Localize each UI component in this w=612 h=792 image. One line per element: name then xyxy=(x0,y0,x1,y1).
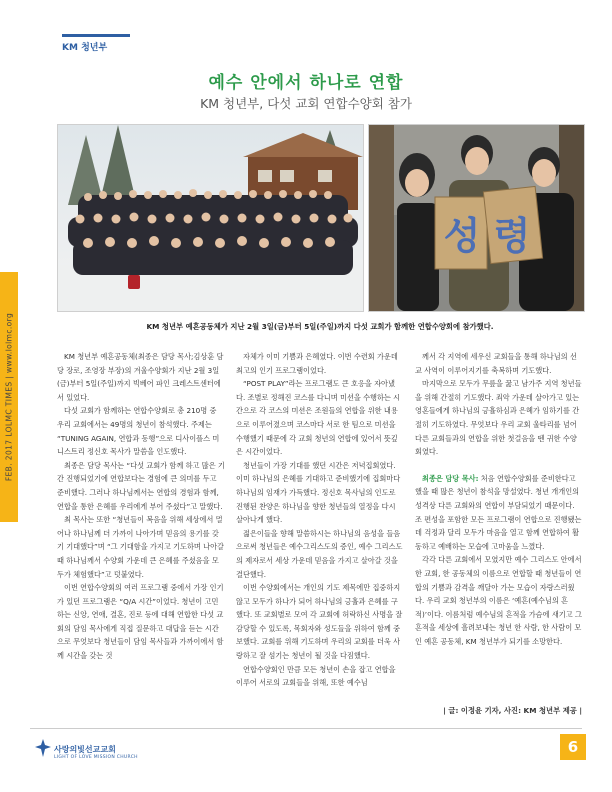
interview-label: 최종은 담당 목사: xyxy=(422,473,479,483)
group-photo xyxy=(57,124,364,312)
paragraph: 각각 다른 교회에서 모였지만 예수 그리스도 안에서 한 교회, 한 공동체의 이름으로 연합할 때 청년들이 연합의 기쁨과 감격을 깨달아 가는 모습이 자랑스러웠다. 우리 교회 청년부의 이름은 ‘예흔(예수님의 흔적)’이다. 이름처럼 예수님의 흔적을 가슴에 새기고 그 흔적을 세상에 흘려보내는 청년 한 사람, 한 사람이 모인 예흔 공동체, KM 청년부가 되기를 소망한다. xyxy=(415,555,582,646)
church-name: 사랑의빛선교교회 xyxy=(54,745,116,754)
footer-divider xyxy=(30,728,582,729)
sign-photo xyxy=(368,124,585,312)
paragraph: 청년들이 가장 기대를 했던 시간은 저녁집회였다. 이미 하나님의 은혜를 기대하고 준비했기에 집회마다 하나님의 임재가 가득했다. 정신호 목사님의 인도로 진행된 찬양은 하나님을 향한 청년들의 열정을 다시 살아나게 했다. xyxy=(236,460,401,525)
interview-paragraph xyxy=(415,472,583,554)
section-bar xyxy=(62,34,130,37)
page-number: 6 xyxy=(560,734,586,760)
paragraph: 마지막으로 모두가 무릎을 꿇고 남가주 지역 청년들을 위해 간절히 기도했다. 죄악 가운데 살아가고 있는 영혼들에게 하나님의 긍휼하심과 은혜가 임하기를 간절히 기도하였다. 무엇보다 우리 교회 울타리를 넘어 다른 교회들과의 연합을 위한 첫걸음을 뗀 귀한 수양회였다. xyxy=(415,379,582,457)
article-subtitle: KM 청년부, 다섯 교회 연합수양회 참가 xyxy=(200,96,412,111)
side-vertical-text: FEB. 2017 LOLMC TIMES | www.lolmc.org xyxy=(4,312,14,482)
photo-caption: KM 청년부 예흔공동체가 지난 2월 3일(금)부터 5일(주일)까지 다섯 교회가 함께한 연합수양회에 참가했다. xyxy=(146,322,494,331)
paragraph: 최종은 담당 목사는 “다섯 교회가 함께 하고 많은 기간 진행되었기에 연합보다는 경험에 큰 의미를 두고 준비했다. 그러나 하나님께서는 연합의 경험과 함께, 연합을 통한 은혜를 우리에게 부어 주셨다”고 말했다. xyxy=(57,460,225,511)
paragraph: 께서 각 지역에 세우신 교회들을 통해 하나님의 선교 사역이 이루어지기를 축복하며 기도했다. xyxy=(415,352,577,375)
paragraph: KM 청년부 예흔공동체(최종은 담당 목사;김상훈 담당 장로, 조영장 부장)의 겨울수양회가 지난 2월 3일(금)부터 5일(주일)까지 빅베어 파인 크레스트센터에서 있었다. xyxy=(57,352,224,402)
paragraph: 이번 연합수양회의 여러 프로그램 중에서 가장 인기가 있던 프로그램은 “Q/A 시간”이었다. 청년이 고민하는 신앙, 연애, 결혼, 진로 등에 대해 연합한 다섯 교회의 담임 목사에게 직접 질문하고 대답을 듣는 시간으로 무엇보다 청년들이 담임 목사들과 가까이에서 함께 시간을 갖는 것 xyxy=(57,583,224,661)
paragraph: 최 목사는 또한 “청년들이 복음을 위해 세상에서 멀어나 하나님께 더 가까이 나아가며 믿음의 용기를 갖기 기대했다”며 “그 기대함을 가지고 기도하며 나아갈 때 하나님께서 수양회 가운데 큰 은혜를 주셨음을 모두가 체험했다”고 덧붙였다. xyxy=(57,515,224,579)
paragraph: 자체가 이미 기쁨과 은혜였다. 이번 수련회 가운데 최고의 인기 프로그램이었다. xyxy=(236,352,398,375)
church-logo-icon xyxy=(34,738,52,758)
paragraph: 이번 수양회에서는 개인의 기도 제목에만 집중하지 않고 모두가 하나가 되어 하나님의 긍휼과 은혜를 구했다. 또 교회별로 모여 각 교회에 허락하신 사명을 잘 감당할 수 있도록, 목회자와 성도들을 위하여 함께 중보했다. 교회를 위해 기도하며 우리의 교회를 더욱 사랑하고 잘 섬기는 청년이 될 것을 다짐했다. xyxy=(236,583,403,661)
sign-text: 성 령 xyxy=(443,214,531,258)
interview-text: 처음 연합수양회를 준비한다고 했을 때 많은 청년이 참석을 망설였다. 청년 개개인의 성격상 다른 교회와의 연합이 부담되었기 때문이다. 조 편성을 포함한 모든 프로그램이 연합으로 진행됐는데 걱정과 달리 모두가 마음을 열고 함께 연합하여 활동하고 예배하는 모습에 고마움을 느꼈다. xyxy=(415,473,582,551)
paragraph: 다섯 교회가 함께하는 연합수양회로 총 210명 중 우리 교회에서는 49명의 청년이 참석했다. 주제는 “TUNING AGAIN, 연합과 동행”으로 디사이플스 미니스트리 정신호 목사가 말씀을 인도했다. xyxy=(57,406,220,457)
church-name-en: LIGHT OF LOVE MISSION CHURCH xyxy=(54,755,138,760)
paragraph: 연합수양회인 만큼 모든 청년이 손을 잡고 연합을 이루어 서로의 교회들을 위해, 또한 예수님 xyxy=(236,664,396,688)
credit-line: | 글: 이정윤 기자, 사진: KM 청년부 제공 | xyxy=(443,706,582,715)
group-photo-image xyxy=(58,125,363,311)
sign-photo-image xyxy=(369,125,584,311)
article-title: 예수 안에서 하나로 연합 xyxy=(208,73,404,93)
section-label: KM 청년부 xyxy=(62,43,108,53)
column-3 xyxy=(415,350,583,648)
column-2 xyxy=(236,350,404,690)
paragraph: 젊은이들을 향해 말씀하시는 하나님의 음성을 들음으로써 청년들은 예수그리스도의 증인, 예수 그리스도의 제자로서 세상 가운데 믿음을 가지고 살아갈 것을 결단했다. xyxy=(236,528,403,579)
column-1 xyxy=(57,350,225,663)
paragraph: “POST PLAY”라는 프로그램도 큰 호응을 자아냈다. 조별로 정해진 코스를 다니며 미션을 수행하는 시간으로 각 코스의 미션은 조원들의 연합을 위한 내용으로 이루어졌으며 코스마다 서로 한 팀으로 미션을 수행했기 때문에 각 교회 청년의 연합에 있어서 뜻깊은 시간이었다. xyxy=(236,379,401,457)
